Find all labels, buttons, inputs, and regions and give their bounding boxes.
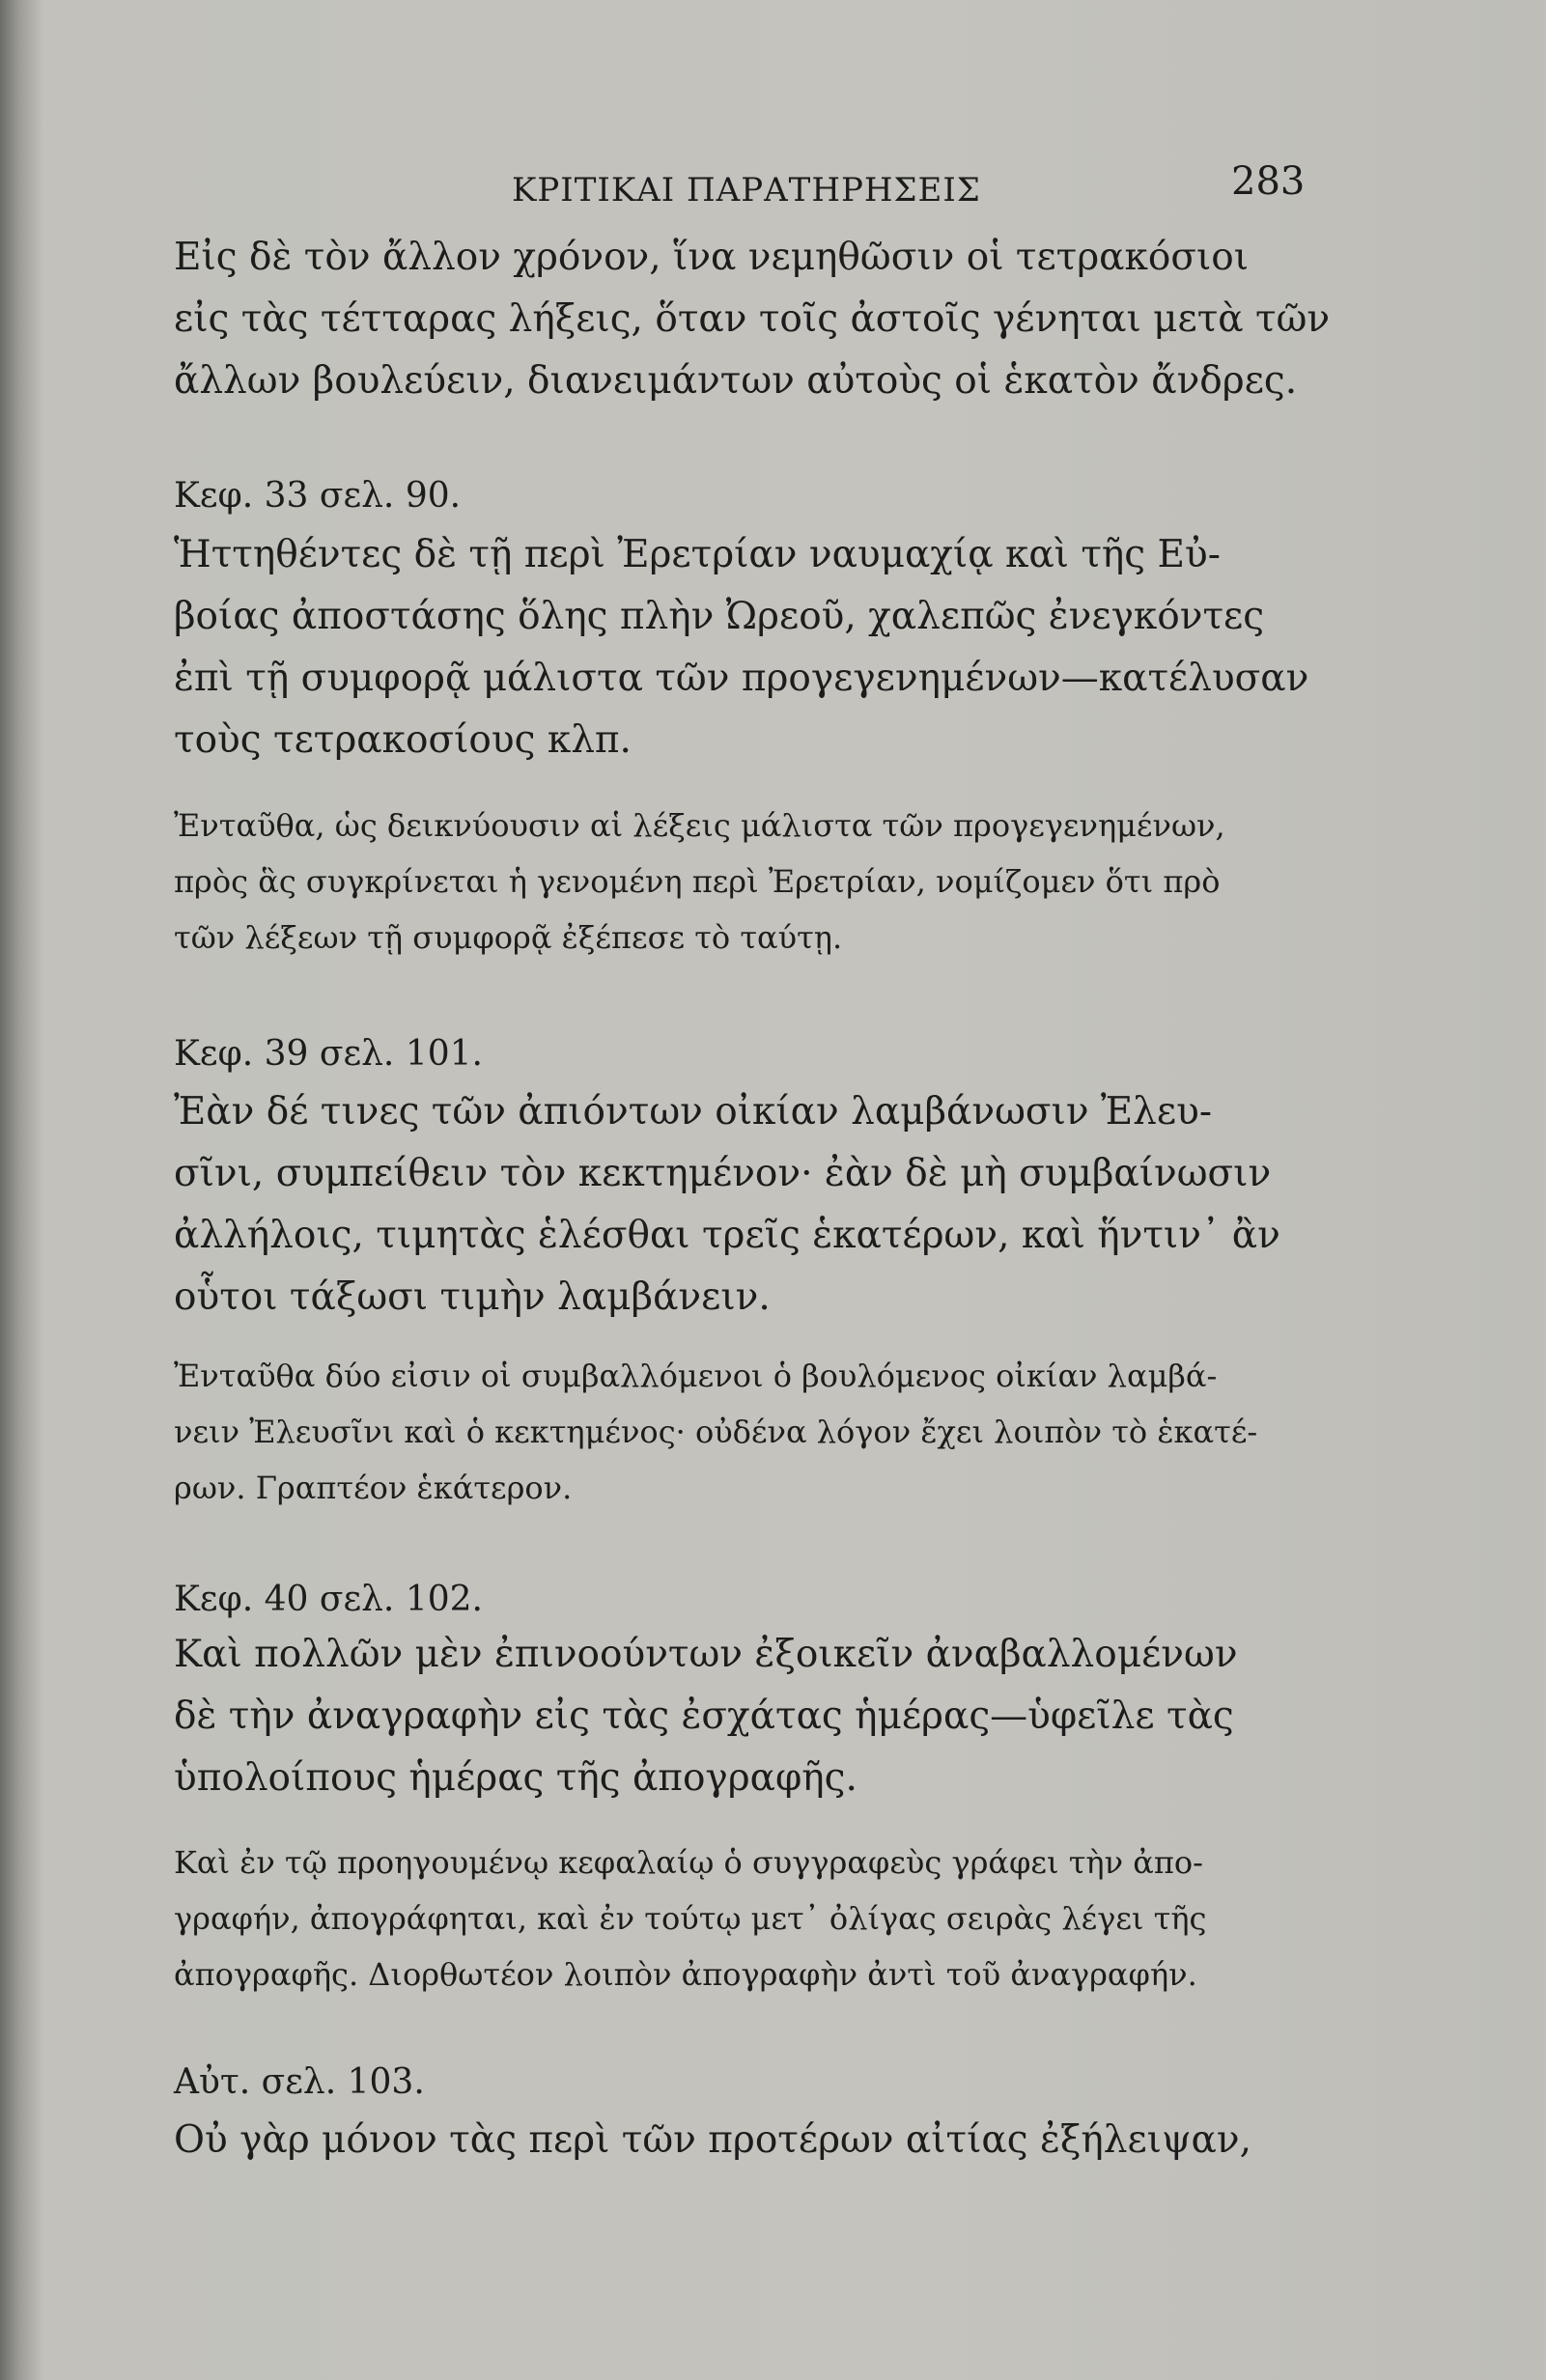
note-line: ρων. Γραπτέον ἑκάτερον. [174,1470,573,1506]
note-line: Ἐνταῦθα δύο εἰσιν οἱ συμβαλλόμενοι ὁ βουλόμενος οἰκίαν λαμβά- [174,1358,1218,1394]
note-line: Καὶ ἐν τῷ προηγουμένῳ κεφαλαίῳ ὁ συγγραφεὺς γράφει τὴν ἀπο- [174,1844,1203,1881]
page-number: 283 [1231,159,1306,204]
quote-line: δὲ τὴν ἀναγραφὴν εἰς τὰς ἐσχάτας ἡμέρας—ὑφεῖλε τὰς [174,1694,1234,1738]
note-line: πρὸς ἃς συγκρίνεται ἡ γενομένη περὶ Ἐρετρίαν, νομίζομεν ὅτι πρὸ [174,863,1221,900]
quote-line: Εἰς δὲ τὸν ἄλλον χρόνον, ἵνα νεμηθῶσιν οἱ τετρακόσιοι [174,236,1250,279]
quote-line: Ἡττηθέντες δὲ τῇ περὶ Ἐρετρίαν ναυμαχίᾳ καὶ τῆς Εὐ- [174,533,1221,576]
reference-line: Κεφ. 40 σελ. 102. [174,1580,483,1619]
quote-line: ὑπολοίπους ἡμέρας τῆς ἀπογραφῆς. [174,1756,857,1800]
reference-line: Κεφ. 39 σελ. 101. [174,1034,483,1074]
quote-line: εἰς τὰς τέτταρας λήξεις, ὅταν τοῖς ἀστοῖς γένηται μετὰ τῶν [174,297,1331,341]
running-title: ΚΡΙΤΙΚΑΙ ΠΑΡΑΤΗΡΗΣΕΙΣ [512,171,981,210]
commentary-note [174,798,1323,966]
quote-passage [174,1624,1323,1809]
chapter-reference [174,465,1323,527]
chapter-reference [174,1569,1323,1631]
commentary-note [174,1834,1323,2002]
quote-line: βοίας ἀποστάσης ὅλης πλὴν Ὠρεοῦ, χαλεπῶς ἐνεγκόντες [174,595,1265,638]
quote-line: ἄλλων βουλεύειν, διανειμάντων αὐτοὺς οἱ ἑκατὸν ἄνδρες. [174,359,1298,403]
quote-line: ἐπὶ τῇ συμφορᾷ μάλιστα τῶν προγεγενημένων—κατέλυσαν [174,657,1309,700]
quote-line: Καὶ πολλῶν μὲν ἐπινοούντων ἐξοικεῖν ἀναβαλλομένων [174,1633,1238,1676]
reference-line: Κεφ. 33 σελ. 90. [174,476,462,516]
quote-passage [174,2110,1323,2171]
quote-line: σῖνι, συμπείθειν τὸν κεκτημένον· ἐὰν δὲ μὴ συμβαίνωσιν [174,1152,1272,1195]
note-line: ἀπογραφῆς. Διορθωτέον λοιπὸν ἀπογραφὴν ἀντὶ τοῦ ἀναγραφήν. [174,1956,1197,1993]
chapter-reference [174,2052,1323,2114]
chapter-reference [174,1023,1323,1085]
quote-line: τοὺς τετρακοσίους κλπ. [174,718,632,762]
quote-line: οὗτοι τάξωσι τιμὴν λαμβάνειν. [174,1275,771,1319]
quote-line: Οὐ γὰρ μόνον τὰς περὶ τῶν προτέρων αἰτίας ἐξήλειψαν, [174,2118,1251,2162]
page-header [0,159,1546,217]
quote-line: Ἐὰν δέ τινες τῶν ἀπιόντων οἰκίαν λαμβάνωσιν Ἐλευ- [174,1090,1212,1134]
note-line: Ἐνταῦθα, ὡς δεικνύουσιν αἱ λέξεις μάλιστα τῶν προγεγενημένων, [174,807,1225,844]
quote-passage [174,1081,1323,1329]
commentary-note [174,1348,1323,1516]
note-line: τῶν λέξεων τῇ συμφορᾷ ἐξέπεσε τὸ ταύτῃ. [174,919,843,956]
quote-line: ἀλλήλοις, τιμητὰς ἑλέσθαι τρεῖς ἑκατέρων, καὶ ἥντιν᾽ ἂν [174,1214,1280,1257]
opening-quote [174,227,1331,412]
note-line: γραφήν, ἀπογράφηται, καὶ ἐν τούτῳ μετ᾽ ὀλίγας σειρὰς λέγει τῆς [174,1900,1207,1937]
note-line: νειν Ἐλευσῖνι καὶ ὁ κεκτημένος· οὐδένα λόγον ἔχει λοιπὸν τὸ ἑκατέ- [174,1414,1258,1450]
quote-passage [174,524,1323,771]
reference-line: Αὐτ. σελ. 103. [174,2062,425,2102]
